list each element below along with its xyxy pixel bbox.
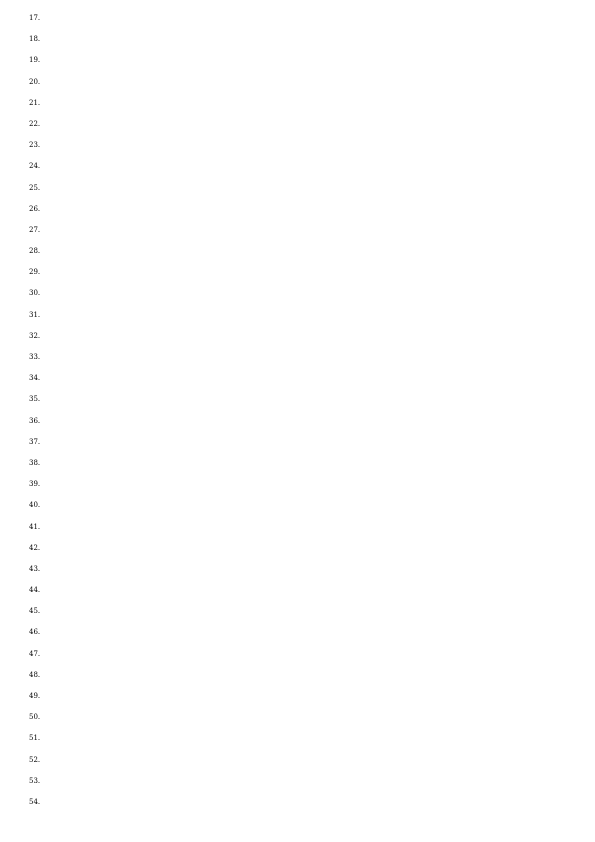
- reference-number: 51 .: [29, 734, 40, 744]
- reference-entry: [29, 734, 555, 744]
- reference-number: 29 .: [29, 268, 40, 278]
- reference-entry: [29, 14, 555, 24]
- reference-number: 20 .: [29, 78, 40, 88]
- reference-entry: [29, 395, 555, 405]
- reference-entry: [29, 353, 555, 363]
- reference-entry: [29, 798, 555, 808]
- reference-number: 27 .: [29, 226, 40, 236]
- reference-entry: [29, 35, 555, 45]
- reference-entry: [29, 311, 555, 321]
- reference-number: 49 .: [29, 692, 40, 702]
- reference-number: 26 .: [29, 205, 40, 215]
- reference-entry: [29, 226, 555, 236]
- reference-entry: [29, 417, 555, 427]
- reference-number: 36 .: [29, 417, 40, 427]
- reference-entry: [29, 523, 555, 533]
- reference-entry: [29, 78, 555, 88]
- reference-number: 46 .: [29, 628, 40, 638]
- reference-number: 50 .: [29, 713, 40, 723]
- reference-number: 47 .: [29, 650, 40, 660]
- reference-number: 41 .: [29, 523, 40, 533]
- reference-entry: [29, 650, 555, 660]
- reference-number: 22 .: [29, 120, 40, 130]
- reference-entry: [29, 777, 555, 787]
- reference-entry: [29, 692, 555, 702]
- reference-entry: [29, 459, 555, 469]
- reference-number: 33 .: [29, 353, 40, 363]
- reference-number: 18 .: [29, 35, 40, 45]
- reference-entry: [29, 544, 555, 554]
- reference-number: 38 .: [29, 459, 40, 469]
- reference-entry: [29, 628, 555, 638]
- reference-number: 24 .: [29, 162, 40, 172]
- reference-number: 42 .: [29, 544, 40, 554]
- reference-number: 48 .: [29, 671, 40, 681]
- reference-entry: [29, 480, 555, 490]
- reference-number: 30 .: [29, 289, 40, 299]
- reference-number: 32 .: [29, 332, 40, 342]
- reference-number: 35 .: [29, 395, 40, 405]
- reference-entry: [29, 56, 555, 66]
- reference-entry: [29, 205, 555, 215]
- reference-number: 31 .: [29, 311, 40, 321]
- reference-entry: [29, 99, 555, 109]
- reference-number: 43 .: [29, 565, 40, 575]
- reference-entry: [29, 586, 555, 596]
- reference-number: 45 .: [29, 607, 40, 617]
- reference-number: 54 .: [29, 798, 40, 808]
- reference-list: [29, 14, 555, 807]
- reference-entry: [29, 289, 555, 299]
- reference-number: 53 .: [29, 777, 40, 787]
- reference-number: 39 .: [29, 480, 40, 490]
- reference-number: 40 .: [29, 501, 40, 511]
- reference-number: 17 .: [29, 14, 40, 24]
- reference-number: 25 .: [29, 184, 40, 194]
- reference-entry: [29, 141, 555, 151]
- reference-number: 28 .: [29, 247, 40, 257]
- reference-entry: [29, 247, 555, 257]
- reference-entry: [29, 268, 555, 278]
- reference-entry: [29, 671, 555, 681]
- reference-entry: [29, 501, 555, 511]
- reference-entry: [29, 756, 555, 766]
- reference-entry: [29, 438, 555, 448]
- reference-entry: [29, 162, 555, 172]
- reference-entry: [29, 332, 555, 342]
- reference-entry: [29, 607, 555, 617]
- reference-number: 34 .: [29, 374, 40, 384]
- reference-number: 19 .: [29, 56, 40, 66]
- reference-entry: [29, 713, 555, 723]
- reference-entry: [29, 565, 555, 575]
- reference-number: 52 .: [29, 756, 40, 766]
- reference-entry: [29, 184, 555, 194]
- reference-entry: [29, 374, 555, 384]
- reference-number: 44 .: [29, 586, 40, 596]
- reference-entry: [29, 120, 555, 130]
- reference-number: 21 .: [29, 99, 40, 109]
- reference-number: 23 .: [29, 141, 40, 151]
- reference-number: 37 .: [29, 438, 40, 448]
